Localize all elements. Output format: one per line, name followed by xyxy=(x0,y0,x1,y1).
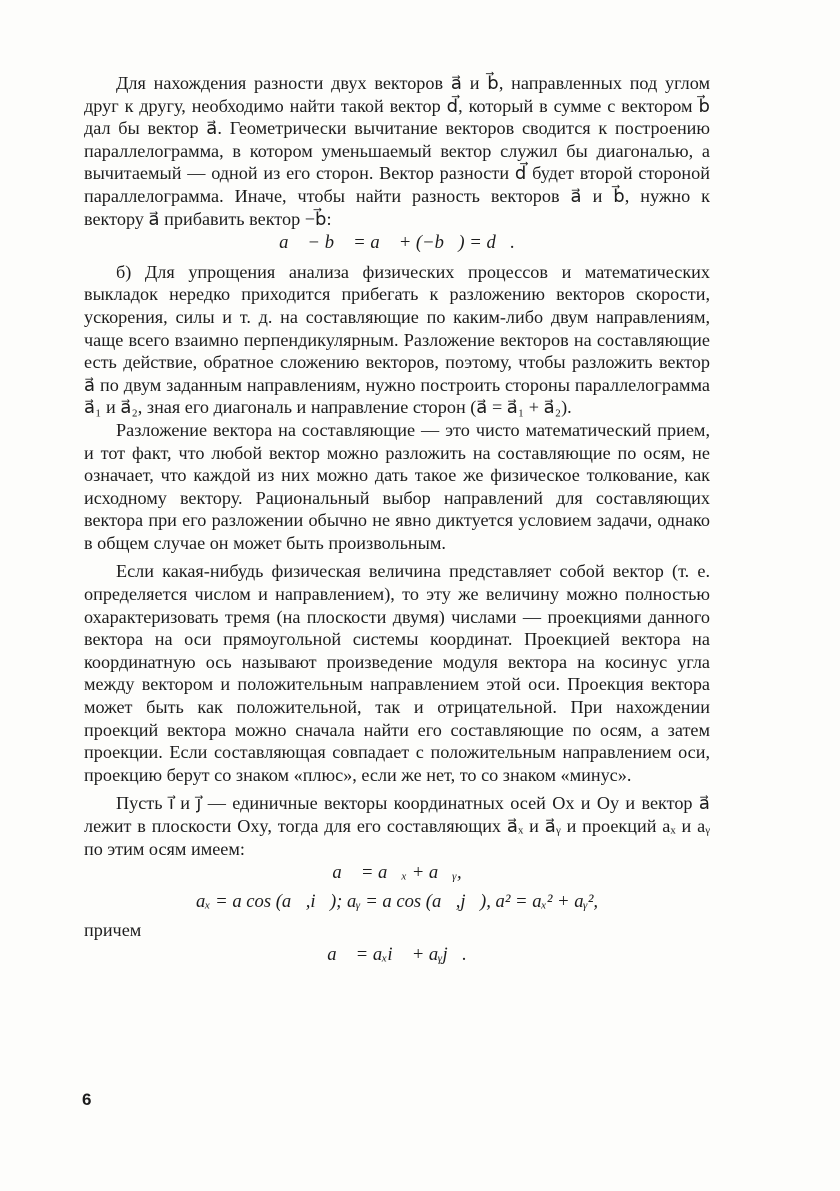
paragraph-unit-vectors: Пусть i⃗ и j⃗ — единичные векторы координатных осей Ox и Oy и вектор a⃗ лежит в плоскости Oxy, тогда для его составляющих a⃗ₓ и a⃗ᵧ и проекций aₓ и aᵧ по этим осям имеем: xyxy=(84,793,710,859)
formula-components: a⃗ = a⃗ₓ + a⃗ᵧ, xyxy=(332,862,462,884)
paragraph-math-technique: Разложение вектора на составляющие — это чисто математический прием, и тот факт, что любой вектор можно разложить на составляющие по осям, не означает, что каждой из них можно дать такое же физическое толкование, как исходному вектору. Рациональный выбор направлений для составляющих вектора при его разложении обычно не явно диктуется условием задачи, однако в общем случае он может быть произвольным. xyxy=(84,419,710,553)
formula-difference: a⃗ − b⃗ = a⃗ + (−b⃗) = d⃗. xyxy=(279,232,515,254)
formula-unit-expansion: a⃗ = aₓi⃗ + aᵧj⃗. xyxy=(327,943,467,965)
text-column xyxy=(84,72,710,973)
paragraph-where: причем xyxy=(84,920,142,941)
paragraph-vector-difference: Для нахождения разности двух векторов a⃗ и b⃗, направленных под углом друг к другу, необходимо найти такой вектор d⃗, который в сумме с вектором b⃗ дал бы вектор a⃗. Геометрически вычитание векторов сводится к построению параллелограмма, в котором уменьшаемый вектор служил бы диагональю, а вычитаемый — одной из его сторон. Вектор разности d⃗ будет второй стороной параллелограмма. Иначе, чтобы найти разность векторов a⃗ и b⃗, нужно к вектору a⃗ прибавить вектор −b⃗: xyxy=(84,73,710,229)
page-number: 6 xyxy=(82,1090,92,1109)
paragraph-projections: Если какая-нибудь физическая величина представляет собой вектор (т. е. определяется числом и направлением), то эту же величину можно полностью охарактеризовать тремя (на плоскости двумя) числами — проекциями данного вектора на оси прямоугольной системы координат. Проекцией вектора на координатную ось называют произведение модуля вектора на косинус угла между вектором и положительным направлением этой оси. Проекция вектора может быть как положительной, так и отрицательной. При нахождении проекций вектора можно сначала найти его составляющие по осям, а затем проекции. Если составляющая совпадает с положительным направлением оси, проекцию берут со знаком «плюс», если же нет, то со знаком «минус». xyxy=(84,561,710,785)
formula-projections: aₓ = a cos (a⃗,i⃗); aᵧ = a cos (a⃗,j⃗), a² = aₓ² + aᵧ², xyxy=(195,890,599,912)
paragraph-decomposition: б) Для упрощения анализа физических процессов и математических выкладок нередко приходится прибегать к разложению векторов скорости, ускорения, силы и т. д. на составляющие по каким-либо двум направлениям, чаще всего взаимно перпендикулярным. Разложение векторов на составляющие есть действие, обратное сложению векторов, поэтому, чтобы разложить вектор a⃗ по двум заданным направлениям, нужно построить стороны параллелограмма a⃗₁ и a⃗₂, зная его диагональ и направление сторон (a⃗ = a⃗₁ + a⃗₂). xyxy=(84,261,710,418)
